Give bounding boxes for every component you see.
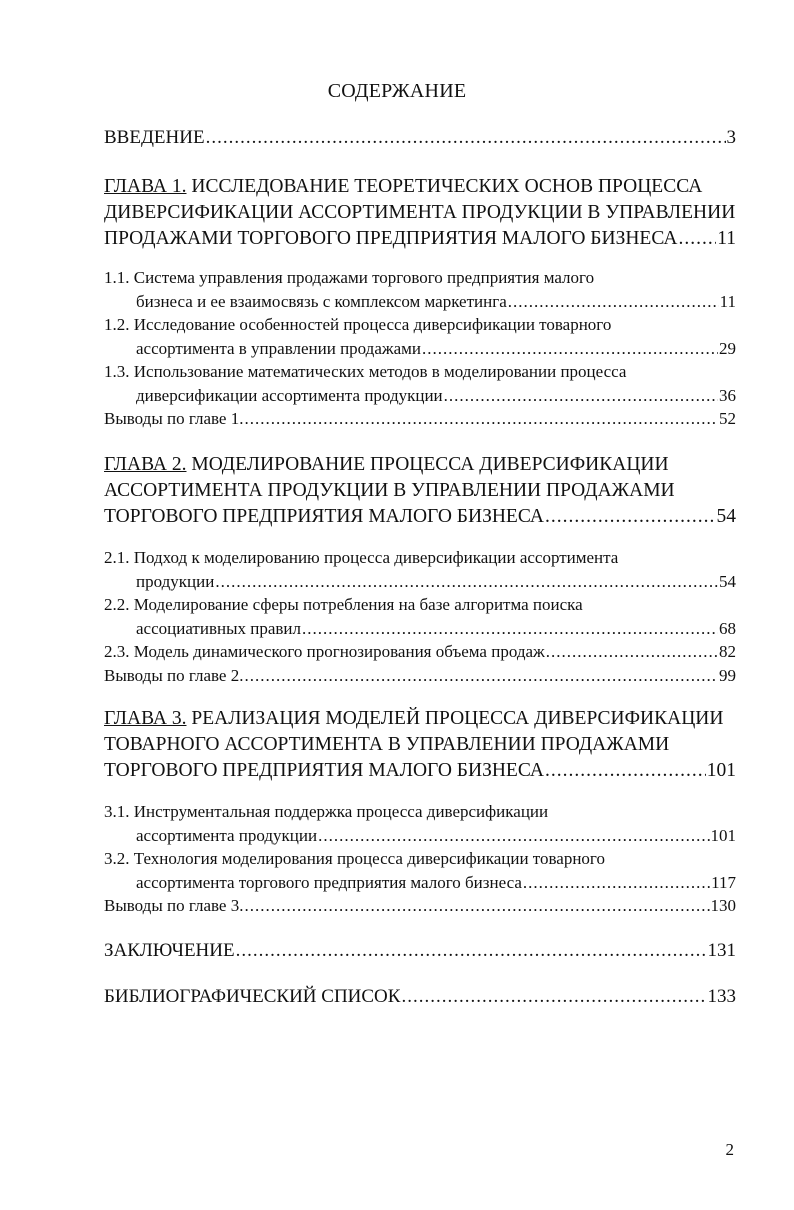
- toc-entry-intro[interactable]: [104, 127, 736, 149]
- toc-section-2-2[interactable]: 2.2. Моделирование сферы потребления на базе алгоритма поиска ассоциативных правил ..... 68: [104, 593, 736, 640]
- toc-conclusion-chapter-1[interactable]: Выводы по главе 1. ..... 52: [104, 407, 736, 431]
- toc-page-number: 54: [716, 506, 736, 527]
- toc-chapter-1[interactable]: [104, 174, 736, 252]
- chapter-label: ГЛАВА 1.: [104, 176, 187, 197]
- dot-leader: [215, 570, 718, 594]
- chapter-heading-line: ТОВАРНОГО АССОРТИМЕНТА В УПРАВЛЕНИИ ПРОДАЖАМИ: [104, 734, 670, 755]
- chapter-heading-line: ДИВЕРСИФИКАЦИИ АССОРТИМЕНТА ПРОДУКЦИИ В УПРАВЛЕНИИ: [104, 202, 736, 223]
- toc-section-1-2[interactable]: 1.2. Исследование особенностей процесса диверсификации товарного ассортимента в управлении продажами ..... 29: [104, 313, 736, 360]
- dot-leader: [508, 290, 719, 314]
- toc-page-number: 11: [719, 291, 736, 311]
- chapter-heading-line: ПРОДАЖАМИ ТОРГОВОГО ПРЕДПРИЯТИЯ МАЛОГО БИЗНЕСА: [104, 228, 678, 249]
- dot-leader: [318, 824, 709, 848]
- dot-leader: [444, 384, 718, 408]
- toc-chapter-2[interactable]: [104, 452, 736, 530]
- dot-leader: [545, 758, 706, 784]
- dot-leader: [236, 940, 707, 962]
- dot-leader: [401, 986, 706, 1008]
- toc-page-number: 52: [719, 409, 736, 428]
- chapter-heading-line: ГЛАВА 2. МОДЕЛИРОВАНИЕ ПРОЦЕССА ДИВЕРСИФИКАЦИИ: [104, 454, 669, 475]
- toc-page-number: 3: [726, 127, 736, 148]
- dot-leader: [546, 640, 718, 664]
- dot-leader: [206, 127, 726, 149]
- dot-leader: [422, 337, 718, 361]
- toc-chapter-3[interactable]: [104, 706, 736, 784]
- chapter-heading-line: ГЛАВА 3. РЕАЛИЗАЦИЯ МОДЕЛЕЙ ПРОЦЕССА ДИВЕРСИФИКАЦИИ: [104, 708, 724, 729]
- toc-section-1-1[interactable]: 1.1. Система управления продажами торгового предприятия малого бизнеса и ее взаимосвязь с комплексом маркетинга ..... 11: [104, 266, 736, 313]
- toc-page-number: 99: [719, 665, 736, 685]
- toc-section-3-2[interactable]: 3.2. Технология моделирования процесса диверсификации товарного ассортимента торгового предприятия малого бизнеса ..... 117: [104, 847, 736, 894]
- dot-leader: [302, 617, 718, 641]
- chapter-label: ГЛАВА 3.: [104, 708, 187, 729]
- dot-leader: [523, 871, 710, 895]
- chapter-heading-line: ГЛАВА 1. ИССЛЕДОВАНИЕ ТЕОРЕТИЧЕСКИХ ОСНОВ ПРОЦЕССА: [104, 176, 703, 197]
- toc-conclusion-chapter-3[interactable]: Выводы по главе 3. ..... 130: [104, 894, 736, 918]
- toc-page-number: 130: [710, 896, 736, 915]
- toc-page-number: 68: [719, 618, 736, 638]
- page-title: СОДЕРЖАНИЕ: [327, 80, 467, 102]
- toc-page-number: 117: [711, 872, 736, 892]
- toc-section-2-1[interactable]: 2.1. Подход к моделированию процесса диверсификации ассортимента продукции ..... 54: [104, 546, 736, 593]
- dot-leader: [678, 226, 716, 252]
- toc-entry-bibliography[interactable]: БИБЛИОГРАФИЧЕСКИЙ СПИСОК ..... 133: [104, 986, 736, 1008]
- toc-page-number: 82: [719, 642, 736, 661]
- chapter-label: ГЛАВА 2.: [104, 454, 187, 475]
- toc-page-number: 131: [707, 940, 736, 961]
- toc-sections-chapter-2: [104, 546, 736, 687]
- toc-page-number: 133: [707, 986, 736, 1007]
- dot-leader: [545, 504, 716, 530]
- toc-section-1-3[interactable]: 1.3. Использование математических методов в моделировании процесса диверсификации ассортимента продукции ..... 36: [104, 360, 736, 407]
- toc-sections-chapter-3: [104, 800, 736, 918]
- toc-page-number: 11: [717, 228, 736, 249]
- toc-page-number: 101: [706, 760, 736, 781]
- toc-page-number: 36: [719, 385, 736, 405]
- toc-page-number: 54: [719, 571, 736, 591]
- chapter-heading-line: АССОРТИМЕНТА ПРОДУКЦИИ В УПРАВЛЕНИИ ПРОДАЖАМИ: [104, 480, 675, 501]
- toc-conclusion-chapter-2[interactable]: Выводы по главе 2. ..... 99: [104, 664, 736, 688]
- dot-leader: [244, 664, 718, 688]
- dot-leader: [244, 894, 709, 918]
- page-number: 2: [725, 1140, 734, 1159]
- toc-entry-label: ВВЕДЕНИЕ: [104, 127, 205, 148]
- dot-leader: [244, 407, 718, 431]
- toc-page-number: 29: [719, 338, 736, 358]
- toc-sections-chapter-1: [104, 266, 736, 431]
- chapter-heading-line: ТОРГОВОГО ПРЕДПРИЯТИЯ МАЛОГО БИЗНЕСА: [104, 760, 544, 781]
- chapter-heading-line: ТОРГОВОГО ПРЕДПРИЯТИЯ МАЛОГО БИЗНЕСА: [104, 506, 544, 527]
- toc-page-number: 101: [710, 825, 736, 845]
- toc-section-2-3[interactable]: 2.3. Модель динамического прогнозирования объема продаж ..... 82: [104, 640, 736, 664]
- toc-section-3-1[interactable]: 3.1. Инструментальная поддержка процесса диверсификации ассортимента продукции ..... 101: [104, 800, 736, 847]
- toc-entry-conclusion[interactable]: ЗАКЛЮЧЕНИЕ ..... 131: [104, 940, 736, 962]
